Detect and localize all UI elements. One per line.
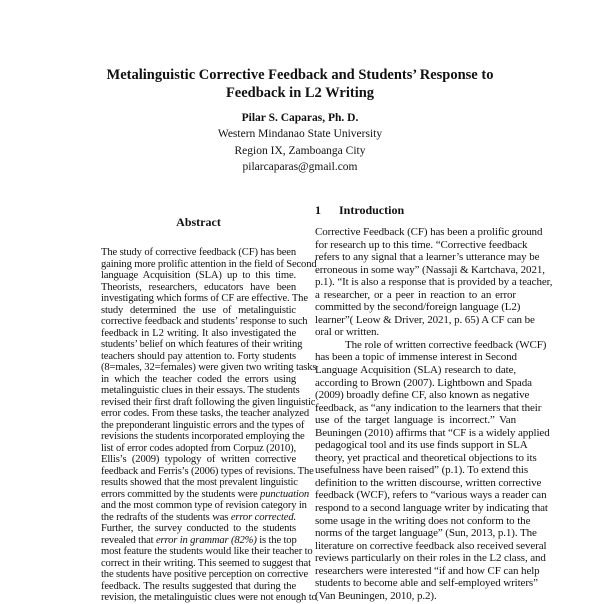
text-run: feedback and Ferris’s (2006) types of revisions. The [101,465,314,477]
text-run: for research up to this time. “Corrective feedback [315,238,528,251]
text-line [101,362,317,374]
text-run: in which the teacher coded the errors using [101,373,296,385]
text-line [101,339,303,351]
text-run: students to become able and self-employed writers” [315,577,538,590]
text-run: is the top [256,534,297,546]
text-line [101,431,305,443]
text-run: (2009) broadly define CF, also known as negative [315,389,530,402]
text-run: some usage in the writing does not conform to the [315,514,531,527]
text-run: feedback in L2 writing. It also investigated the [101,327,296,339]
text-run: list of error codes adopted from Corpuz (2010), [101,442,296,454]
text-run: error codes. From these tasks, the teacher analyzed [101,408,309,419]
text-line [101,247,296,259]
text-line [101,374,296,386]
text-run: erroneous in some way” (Nassaji & Kartchava, 2021, [315,263,545,276]
text-run: gaining more prolific attention in the field of Second [101,258,317,270]
abstract-body [101,247,317,604]
text-line [315,451,537,465]
text-line [101,305,296,317]
text-run: refers to any signal that a learner’s utterance may be [315,251,540,264]
text-line [315,338,547,352]
title-line-2: Feedback in L2 Writing [225,85,375,101]
text-run: p.1). “It is also a response that is provided by a teacher, [315,276,553,289]
text-line [315,364,516,377]
text-line [315,301,521,314]
text-line [315,263,545,277]
text-run: committed by the second/foreign language (L2) [315,301,521,314]
text-line [315,238,528,252]
author-block [0,110,600,175]
text-line [315,313,535,327]
text-line [315,476,542,490]
text-run: The study of corrective feedback (CF) has been [101,247,296,258]
text-run: reviews particularly on their roles in the L2 class, and [315,552,546,565]
text-run: revision, the metalinguistic clues were not enough to [101,592,317,603]
text-run: and the most common type of revision category in [101,500,307,511]
text-line [315,539,547,553]
text-run: (Van Beuningen, 2010, p.2). [315,589,437,602]
text-run: learner”( Leow & Driver, 2021, p. 65) A CF can be [315,313,535,326]
author-name: Pilar S. Caparas, Ph. D. [241,112,359,124]
section-title: Introduction [339,203,405,217]
text-run: oral or written. [315,326,380,339]
text-line [101,443,296,455]
text-line [101,328,296,340]
text-run: language Acquisition (SLA) up to this time. [101,270,296,281]
text-line [101,557,311,570]
text-run: Further, the survey conducted to the students [101,523,296,534]
text-run: the students have positive perception on corrective [101,569,309,580]
text-line [101,546,313,558]
text-line [101,419,305,432]
text-line [315,502,548,515]
text-run: use of the target language is incorrect.” Van [315,414,516,427]
text-run: according to Brown (2007). Lightbown and Spada [315,376,532,389]
text-line [315,552,546,565]
text-line [101,535,296,547]
text-line [315,564,540,578]
text-line [315,514,531,528]
text-run: study determined the use of metalinguistic [101,304,296,316]
text-run: The role of written corrective feedback (WCF) [345,338,547,351]
text-line [101,488,310,501]
italic-text: punctuation [260,488,310,500]
text-line [315,489,547,502]
section-number: 1 [315,203,321,217]
author-affiliation: Western Mindanao State University [217,128,383,141]
text-line [101,351,296,363]
text-line [101,523,296,535]
text-run: Beuningen (2010) affirms that “CF is a widely applied [315,426,550,439]
text-line [101,258,317,271]
text-run: definition to the written discourse, written corrective [315,476,542,489]
text-line [101,592,317,604]
text-line [101,477,296,489]
text-run: norms of the target language” (Sun, 2013, p.1). The [315,527,537,540]
text-line [101,581,296,593]
text-run: students’ belief on which features of their writing [101,339,303,350]
text-run: feedback, as “any indication to the learners that their [315,401,542,414]
text-line [101,569,309,581]
text-line [315,414,516,427]
text-run: theory, yet practical and theoretical objections to its [315,451,537,464]
text-line [315,464,529,477]
text-line [101,408,309,420]
text-run: corrective feedback and students’ response to such [101,316,308,327]
text-run: errors committed by the students were [101,488,261,500]
text-line [101,293,308,305]
text-run: pedagogical tool and its use finds support in SLA [315,439,528,452]
text-run: respond to a second language writer by indicating that [315,502,548,515]
text-run: feedback (WCF), refers to “various ways a reader can [315,489,547,502]
text-line [315,289,516,302]
text-run: has been a topic of immense interest in Second [315,351,517,364]
text-run: literature on corrective feedback also received several [315,539,547,552]
text-run: results showed that the most prevalent linguistic [101,477,298,488]
text-run: teachers should pay attention to. Forty students [101,350,296,362]
text-line [315,226,543,239]
author-email: pilarcaparas@gmail.com [242,160,358,173]
text-line [101,396,316,409]
text-line [101,316,308,328]
text-line [315,527,537,540]
text-run: the preponderant linguistic errors and the types of [101,419,305,431]
text-line [315,590,516,603]
text-line [315,276,553,289]
text-run: the redrafts of the students was [101,511,231,523]
text-line [101,512,296,524]
text-run: investigating which forms of CF are effective. The [101,293,308,304]
text-run: revealed that [101,534,156,546]
text-line [101,270,296,282]
text-line [101,454,296,466]
text-line [315,251,540,264]
text-line [315,326,516,339]
introduction-body [315,226,553,602]
text-run: Corrective Feedback (CF) has been a prolific ground [315,226,543,238]
text-line [101,465,314,478]
text-run: feedback. The results suggested that during the [101,580,296,592]
text-line [101,282,296,294]
italic-text: error corrected. [230,511,296,523]
introduction-heading [315,203,404,218]
text-line [101,385,300,397]
paper-title [0,66,600,102]
text-run: revised their first draft following the given linguistic [101,396,316,408]
text-line [101,500,307,512]
text-run: metalinguistic clues in their essays. The students [101,385,300,396]
title-line-1: Metalinguistic Corrective Feedback and Students’ Response to [106,67,494,83]
text-run: a researcher, or a peer in reaction to an error [315,288,516,301]
text-line [315,389,530,402]
text-line [315,439,528,452]
author-region: Region IX, Zamboanga City [234,144,366,157]
text-run: usefulness have been raised” (p.1). To extend this [315,464,529,477]
abstract-heading: Abstract [176,215,221,229]
text-run: (8=males, 32=females) were given two writing tasks [101,362,317,373]
italic-text: error in grammar (82%) [155,534,257,546]
text-line [315,351,516,364]
text-run: Ellis’s (2009) typology of written corrective [101,454,296,465]
text-run: Language Acquisition (SLA) research to date, [315,364,516,377]
text-run: Theorists, researchers, educators have been [101,281,296,293]
text-line [315,401,542,415]
text-line [315,577,538,590]
text-line [315,376,532,390]
text-run: revisions the students incorporated employing the [101,431,305,442]
text-run: correct in their writing. This seemed to suggest that [101,557,311,569]
text-run: most feature the students would like their teacher to [101,546,313,557]
text-line [315,426,550,440]
text-run: researchers were interested “if and how CF can help [315,564,540,577]
